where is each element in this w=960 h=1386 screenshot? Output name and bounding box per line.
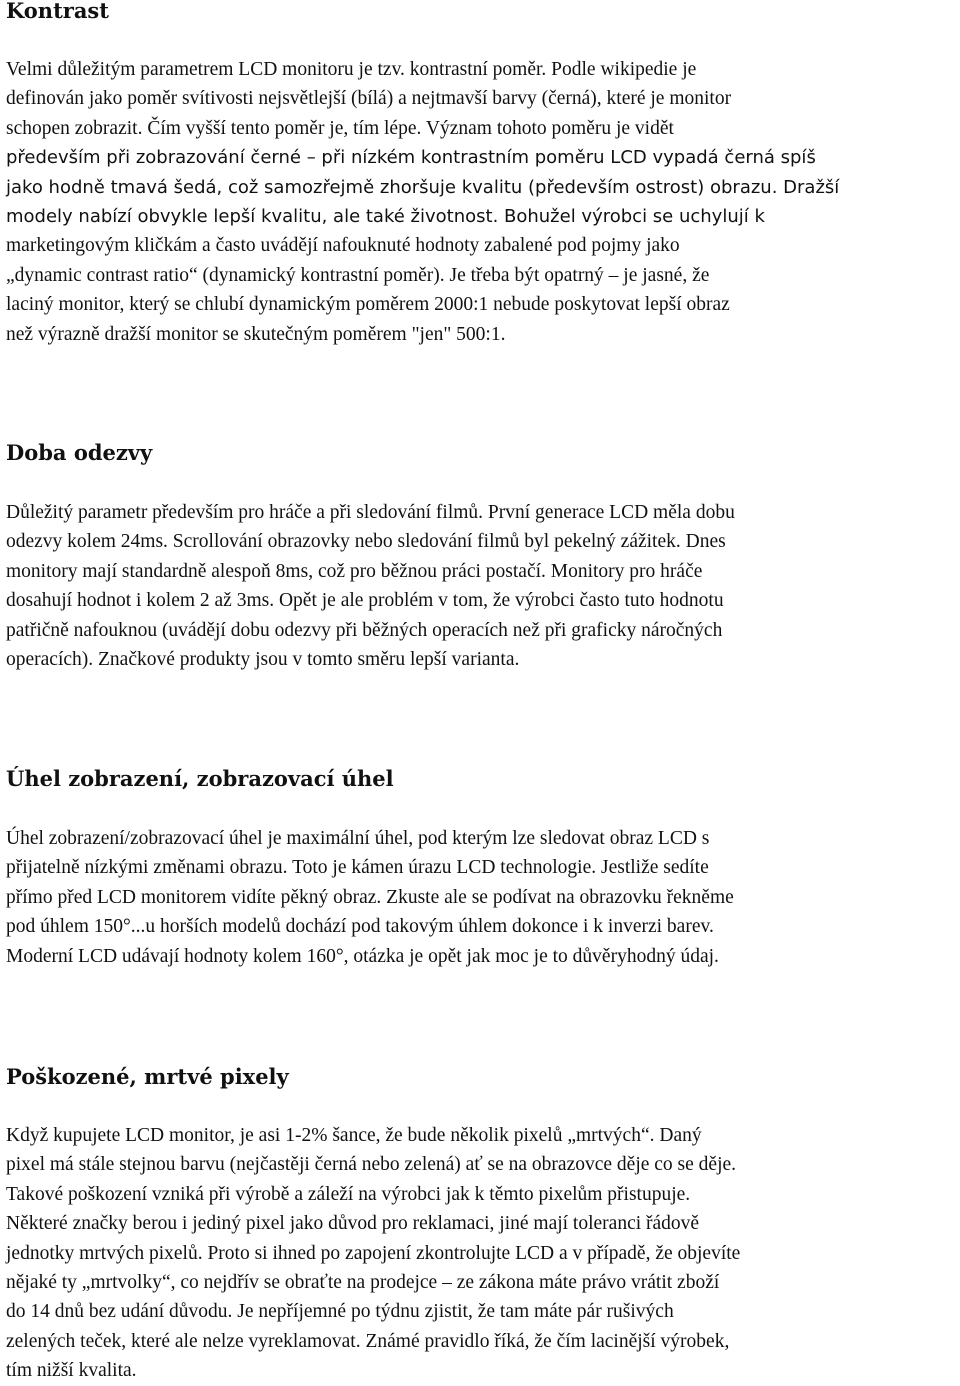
paragraph-line: operacích). Značkové produkty jsou v tomto směru lepší varianta. bbox=[6, 649, 520, 671]
paragraph-line: jako hodně tmavá šedá, což samozřejmě zhoršuje kvalitu (především ostrost) obrazu. Dražší bbox=[6, 176, 840, 198]
paragraph-line: marketingovým kličkám a často uvádějí nafouknuté hodnoty zabalené pod pojmy jako bbox=[6, 235, 680, 257]
section-body-uhel-zobrazeni bbox=[6, 824, 960, 971]
paragraph-line: Moderní LCD udávají hodnoty kolem 160°, otázka je opět jak moc je to důvěryhodný údaj. bbox=[6, 945, 719, 967]
paragraph-line: Takové poškození vzniká při výrobě a záleží na výrobci jak k těmto pixelům přistupuje. bbox=[6, 1183, 691, 1205]
section-body-poskozene-pixely bbox=[6, 1121, 960, 1386]
paragraph-line: Když kupujete LCD monitor, je asi 1-2% šance, že bude několik pixelů „mrtvých“. Daný bbox=[6, 1125, 702, 1146]
paragraph-line: přijatelně nízkými změnami obrazu. Toto je kámen úrazu LCD technologie. Jestliže sedíte bbox=[6, 857, 709, 879]
paragraph-line: Úhel zobrazení/zobrazovací úhel je maximální úhel, pod kterým lze sledovat obraz LCD s bbox=[6, 828, 710, 849]
paragraph-line: pixel má stále stejnou barvu (nejčastěji černá nebo zelená) ať se na obrazovce děje co se děje. bbox=[6, 1154, 737, 1176]
paragraph-line: dosahují hodnot i kolem 2 až 3ms. Opět je ale problém v tom, že výrobci často tuto hodnotu bbox=[6, 590, 724, 612]
section-body-doba-odezvy bbox=[6, 498, 960, 674]
paragraph-line: „dynamic contrast ratio“ (dynamický kontrastní poměr). Je třeba být opatrný – je jasné, že bbox=[6, 264, 710, 286]
paragraph-line: jednotky mrtvých pixelů. Proto si ihned po zapojení zkontrolujte LCD a v případě, že objevíte bbox=[6, 1242, 741, 1264]
paragraph-line: přímo před LCD monitorem vidíte pěkný obraz. Zkuste ale se podívat na obrazovku řekněme bbox=[6, 886, 734, 908]
paragraph-line: především při zobrazování černé – při nízkém kontrastním poměru LCD vypadá černá spíš bbox=[6, 147, 816, 169]
paragraph-line: patřičně nafouknou (uvádějí dobu odezvy při běžných operacích než při graficky náročných bbox=[6, 619, 723, 641]
paragraph-line: zelených teček, které ale nelze vyreklamovat. Známé pravidlo říká, že čím lacinější výrobek, bbox=[6, 1330, 730, 1352]
paragraph-line: tím nižší kvalita. bbox=[6, 1360, 137, 1382]
paragraph-line: monitory mají standardně alespoň 8ms, což pro běžnou práci postačí. Monitory pro hráče bbox=[6, 560, 703, 582]
section-heading-doba-odezvy: Doba odezvy bbox=[6, 440, 153, 465]
paragraph-line: definován jako poměr svítivosti nejsvětlejší (bílá) a nejtmavší barvy (černá), které je monitor bbox=[6, 88, 732, 110]
paragraph-line: modely nabízí obvykle lepší kvalitu, ale také životnost. Bohužel výrobci se uchylují k bbox=[6, 206, 765, 228]
paragraph-line: laciný monitor, který se chlubí dynamickým poměrem 2000:1 nebude poskytovat lepší obraz bbox=[6, 294, 730, 316]
paragraph-line: pod úhlem 150°...u horších modelů dochází pod takovým úhlem dokonce i k inverzi barev. bbox=[6, 916, 714, 938]
paragraph-line: do 14 dnů bez udání důvodu. Je nepříjemné po týdnu zjistit, že tam máte pár rušivých bbox=[6, 1301, 674, 1323]
paragraph-line: nějaké ty „mrtvolky“, co nejdřív se obraťte na prodejce – ze zákona máte právo vrátit zboží bbox=[6, 1272, 720, 1294]
paragraph-line: odezvy kolem 24ms. Scrollování obrazovky nebo sledování filmů byl pekelný zážitek. Dnes bbox=[6, 531, 726, 553]
paragraph-line: než výrazně dražší monitor se skutečným poměrem "jen" 500:1. bbox=[6, 323, 506, 345]
paragraph-line: Velmi důležitým parametrem LCD monitoru je tzv. kontrastní poměr. Podle wikipedie je bbox=[6, 59, 697, 80]
section-heading-uhel-zobrazeni: Úhel zobrazení, zobrazovací úhel bbox=[6, 766, 394, 791]
section-heading-kontrast: Kontrast bbox=[6, 0, 109, 23]
paragraph-line: Některé značky berou i jediný pixel jako důvod pro reklamaci, jiné mají toleranci řádově bbox=[6, 1213, 700, 1235]
section-body-kontrast bbox=[6, 55, 960, 349]
paragraph-line: Důležitý parametr především pro hráče a při sledování filmů. První generace LCD měla dobu bbox=[6, 502, 735, 523]
section-heading-poskozene-pixely: Poškozené, mrtvé pixely bbox=[6, 1064, 289, 1089]
paragraph-line: schopen zobrazit. Čím vyšší tento poměr je, tím lépe. Význam tohoto poměru je vidět bbox=[6, 117, 674, 139]
